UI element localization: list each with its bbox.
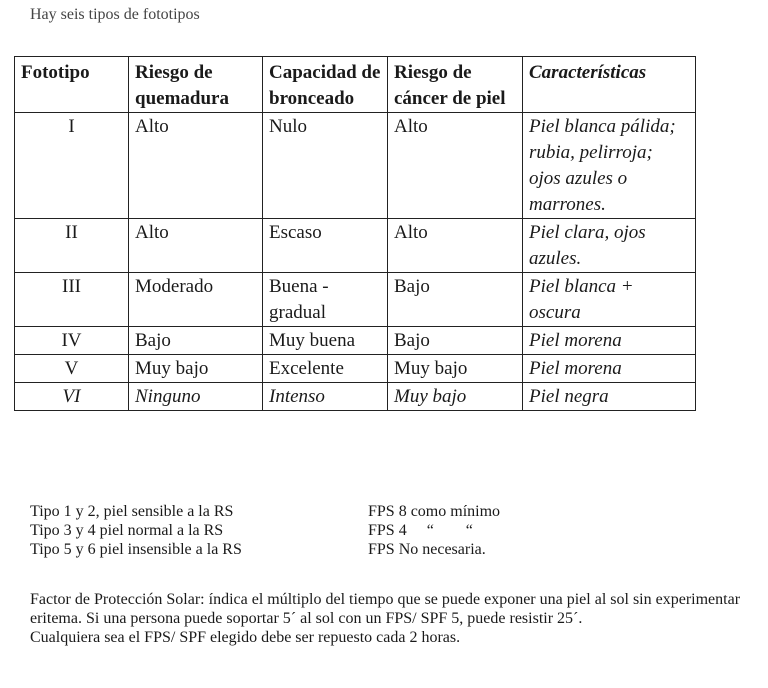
cell-capacidad-bronceado: Intenso	[263, 383, 388, 411]
cell-riesgo-cancer: Muy bajo	[388, 355, 523, 383]
cell-caracteristicas: Piel morena	[523, 355, 696, 383]
cell-caracteristicas: Piel clara, ojos azules.	[523, 219, 696, 273]
cell-capacidad-bronceado: Buena - gradual	[263, 273, 388, 327]
cell-caracteristicas: Piel blanca pálida; rubia, pelirroja; ojos azules o marrones.	[523, 113, 696, 219]
table-row	[15, 327, 696, 355]
cell-riesgo-quemadura: Alto	[129, 219, 263, 273]
cell-fototipo: III	[15, 273, 129, 327]
table-row	[15, 383, 696, 411]
cell-riesgo-quemadura: Muy bajo	[129, 355, 263, 383]
cell-capacidad-bronceado: Nulo	[263, 113, 388, 219]
header-riesgo-quemadura: Riesgo de quemadura	[129, 57, 263, 113]
cell-caracteristicas: Piel blanca + oscura	[523, 273, 696, 327]
table-row	[15, 219, 696, 273]
table-row	[15, 355, 696, 383]
table-header-row	[15, 57, 696, 113]
fps-definition-text: Factor de Protección Solar: índica el múltiplo del tiempo que se puede exponer una piel al sol sin experimentar eritema. Si una persona puede soportar 5´ al sol con un FPS/ SPF 5, puede resistir 25´.	[30, 591, 741, 627]
fps-note-row	[30, 540, 500, 559]
cell-capacidad-bronceado: Excelente	[263, 355, 388, 383]
cell-capacidad-bronceado: Escaso	[263, 219, 388, 273]
fps-note-row	[30, 502, 500, 521]
cell-riesgo-quemadura: Alto	[129, 113, 263, 219]
header-fototipo: Fototipo	[15, 57, 129, 113]
fototipos-table	[14, 56, 696, 411]
fps-explanation	[30, 590, 740, 647]
cell-fototipo: V	[15, 355, 129, 383]
cell-fototipo: VI	[15, 383, 129, 411]
header-caracteristicas: Características	[523, 57, 696, 113]
intro-text: Hay seis tipos de fototipos	[30, 6, 200, 23]
header-capacidad-bronceado: Capacidad de bronceado	[263, 57, 388, 113]
fps-note-row	[30, 521, 500, 540]
cell-caracteristicas: Piel negra	[523, 383, 696, 411]
fps-value: FPS 4 “ “	[368, 522, 473, 539]
cell-riesgo-quemadura: Moderado	[129, 273, 263, 327]
fps-value: FPS 8 como mínimo	[368, 503, 501, 520]
fps-value: FPS No necesaria.	[368, 541, 486, 558]
cell-riesgo-quemadura: Bajo	[129, 327, 263, 355]
cell-capacidad-bronceado: Muy buena	[263, 327, 388, 355]
fps-recommendations	[30, 502, 500, 559]
cell-riesgo-cancer: Alto	[388, 113, 523, 219]
cell-fototipo: IV	[15, 327, 129, 355]
cell-fototipo: I	[15, 113, 129, 219]
header-riesgo-cancer: Riesgo de cáncer de piel	[388, 57, 523, 113]
fps-reapply-text: Cualquiera sea el FPS/ SPF elegido debe ser repuesto cada 2 horas.	[30, 629, 461, 646]
cell-riesgo-cancer: Alto	[388, 219, 523, 273]
skin-type-note: Tipo 1 y 2, piel sensible a la RS	[30, 503, 234, 520]
cell-riesgo-cancer: Bajo	[388, 273, 523, 327]
cell-caracteristicas: Piel morena	[523, 327, 696, 355]
skin-type-note: Tipo 5 y 6 piel insensible a la RS	[30, 541, 242, 558]
cell-riesgo-cancer: Muy bajo	[388, 383, 523, 411]
table-row	[15, 273, 696, 327]
table-row	[15, 113, 696, 219]
cell-riesgo-quemadura: Ninguno	[129, 383, 263, 411]
cell-riesgo-cancer: Bajo	[388, 327, 523, 355]
cell-fototipo: II	[15, 219, 129, 273]
skin-type-note: Tipo 3 y 4 piel normal a la RS	[30, 522, 224, 539]
